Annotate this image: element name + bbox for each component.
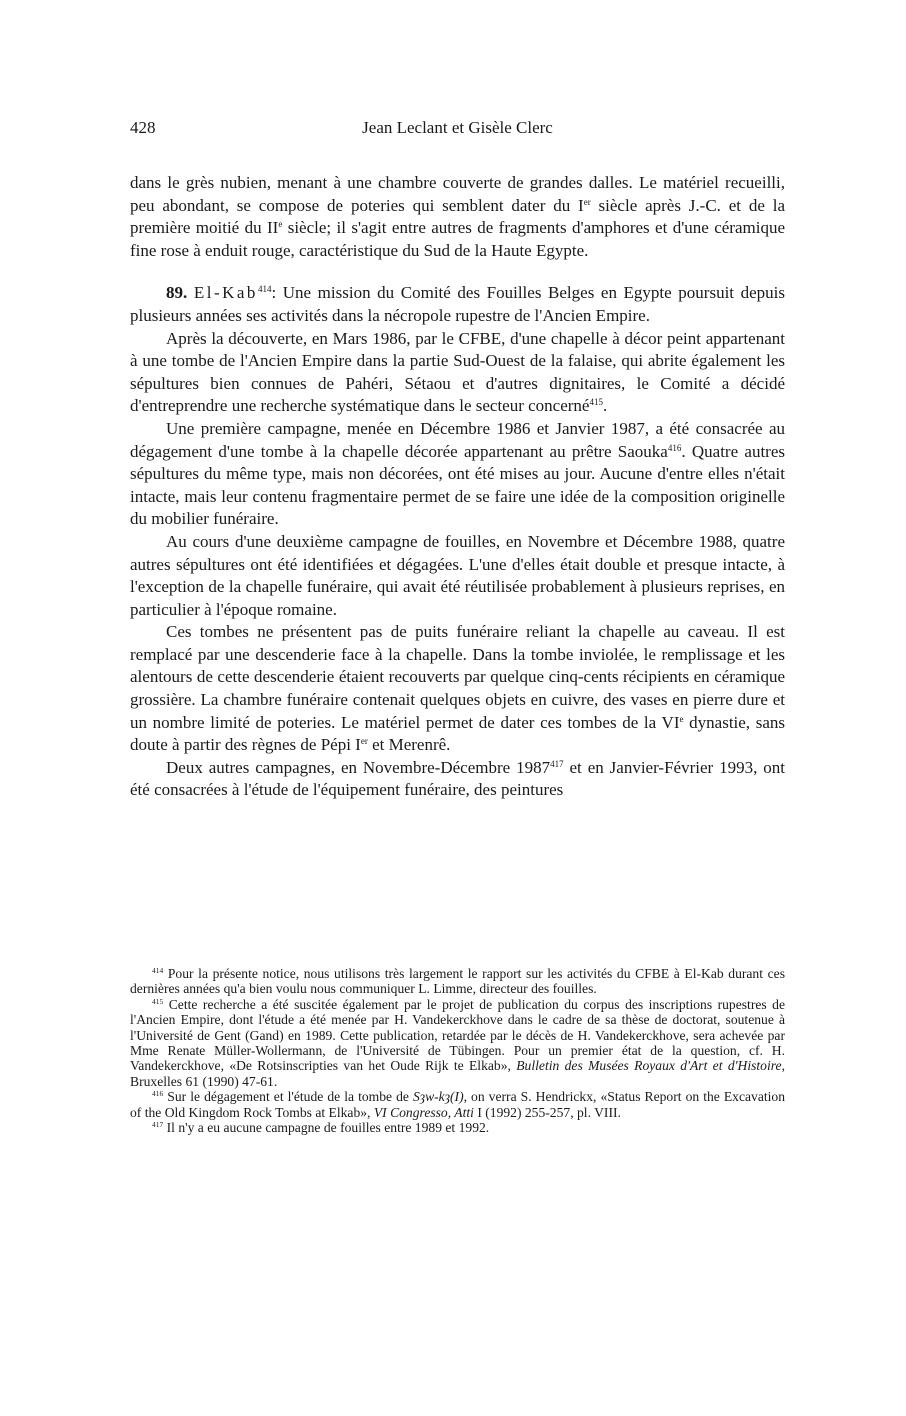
- footnote-416: [130, 1089, 785, 1120]
- paragraph-deuxieme-campagne: [130, 531, 785, 621]
- footnote-text: I (1992) 255-257, pl. VIII.: [473, 1104, 621, 1120]
- text-run: . Quatre autres sépultures du même type, mais non décorées, ont été mises au jour. Aucune d'entre elles n'était intacte, mais leur contenu fragmentaire permet de se faire une idée de la composition originelle du mobilier funéraire.: [130, 441, 785, 529]
- footnotes: [130, 966, 785, 1135]
- section-89-paragraph: [130, 282, 785, 327]
- footnote-text: Cette recherche a été suscitée également par le projet de publication du corpus des inscriptions rupestres de l'Ancien Empire, dont l'étude a été menée par H. Vandekerckhove dans le cadre de sa thèse de doctorat, soutenue à l'Université de Gent (Gand) en 1989. Cette publication, retardée par le décès de H. Vandekerckhove, sera achevée par Mme Renate Müller-Wollermann, de l'Université de Tübingen. Pour un premier état de la question, cf. H. Vandekerckhove, «De Rotsinscripties van het Oude Rijk te Elkab»,: [130, 996, 785, 1074]
- text-run: Deux autres campagnes, en Novembre-Décembre 1987: [166, 757, 551, 777]
- footnote-number: 416: [152, 1089, 164, 1099]
- running-header: [130, 118, 785, 146]
- footnote-number: 415: [152, 996, 164, 1006]
- text-run: Au cours d'une deuxième campagne de fouilles, en Novembre et Décembre 1988, quatre autres sépultures ont été identifiées et dégagées. L'une d'elles était double et presque intacte, à l'exception de la chapelle funéraire, qui avait été réutilisée probablement à plusieurs reprises, en particulier à l'époque romaine.: [130, 531, 785, 619]
- footnote-415: [130, 997, 785, 1089]
- superscript: e: [278, 219, 283, 230]
- footnote-congress-title: VI Congresso, Atti: [373, 1104, 474, 1120]
- running-title: Jean Leclant et Gisèle Clerc: [362, 118, 553, 137]
- paragraph-tombes: [130, 621, 785, 757]
- footnote-ref-415: 415: [589, 397, 603, 408]
- body-text: [130, 172, 785, 802]
- text-run: dynastie, sans doute à partir des règnes de Pépi I: [130, 712, 785, 755]
- footnote-ref-417: 417: [550, 758, 564, 769]
- text-run: et en Janvier-Février 1993, ont été consacrées à l'étude de l'équipement funéraire, des peintures: [130, 757, 785, 800]
- page: [130, 118, 786, 1136]
- text-run: : Une mission du Comité des Fouilles Belges en Egypte poursuit depuis plusieurs années ses activités dans la nécropole rupestre de l'Ancien Empire.: [130, 283, 785, 325]
- text-run: .: [602, 396, 608, 416]
- footnote-ref-414: 414: [257, 284, 272, 295]
- paragraph-premiere-campagne: [130, 418, 785, 531]
- text-run: Ces tombes ne présentent pas de puits funéraire reliant la chapelle au caveau. Il est remplacé par une descenderie face à la chapelle. Dans la tombe inviolée, le remplissage et les alentours de cette descenderie étaient recouverts par quelque cinq-cents récipients en céramique grossière. La chambre funéraire contenait quelques objets en cuivre, des vases en pierre dure et un nombre limité de poteries. Le matériel permet de dater ces tombes de la VI: [130, 622, 785, 732]
- text-run: dans le grès nubien, menant à une chambre couverte de grandes dalles. Le matériel recueilli, peu abondant, se compose de poteries qui semblent dater du I: [130, 173, 785, 215]
- footnote-417: [130, 1120, 785, 1135]
- footnote-text: Pour la présente notice, nous utilisons très largement le rapport sur les activités du CFBE à El-Kab durant ces dernières années qu'a bien voulu nous communiquer L. Limme, directeur des fouilles.: [130, 966, 785, 997]
- superscript: er: [360, 736, 368, 747]
- paragraph-continued: [130, 172, 785, 262]
- footnote-text: Il n'y a eu aucune campagne de fouilles entre 1989 et 1992.: [163, 1120, 490, 1136]
- footnote-journal-title: Bulletin des Musées Royaux d'Art et d'Histoire: [516, 1058, 782, 1074]
- footnote-ref-416: 416: [667, 442, 682, 453]
- paragraph-decouverte: [130, 328, 785, 418]
- text-run: et Merenrê.: [367, 735, 451, 755]
- footnote-number: 417: [152, 1120, 164, 1130]
- section-place: El-Kab: [193, 283, 258, 303]
- superscript: er: [583, 196, 591, 207]
- paragraph-autres-campagnes: [130, 757, 785, 802]
- text-run: siècle après J.-C. et de la première moitié du II: [130, 195, 786, 238]
- footnote-text: , on verra S. Hendrickx, «Status Report on the Excavation of the Old Kingdom Rock Tombs at Elkab»,: [130, 1089, 786, 1120]
- footnote-number: 414: [152, 966, 164, 975]
- text-run: Une première campagne, menée en Décembre 1986 et Janvier 1987, a été consacrée au dégagement d'une tombe à la chapelle décorée appartenant au prêtre Saouka: [130, 418, 785, 461]
- section-number: 89.: [166, 283, 188, 303]
- text-run: siècle; il s'agit entre autres de fragments d'amphores et d'une céramique fine rose à enduit rouge, caractéristique du Sud de la Haute Egypte.: [130, 218, 785, 260]
- page-number: 428: [130, 118, 156, 137]
- text-run: Après la découverte, en Mars 1986, par le CFBE, d'une chapelle à décor peint appartenant à une tombe de l'Ancien Empire dans la partie Sud-Ouest de la falaise, qui abrite également les sépultures bien connues de Pahéri, Sétaou et d'autres dignitaires, le Comité a décidé d'entreprendre une recherche systématique dans le secteur concerné: [130, 328, 785, 416]
- footnote-414: [130, 966, 785, 997]
- superscript: e: [679, 713, 684, 724]
- footnote-text: Sur le dégagement et l'étude de la tombe de: [163, 1089, 413, 1105]
- footnote-tomb-name: Sȝw-kȝ(I): [412, 1089, 464, 1105]
- footnote-text: , Bruxelles 61 (1990) 47-61.: [130, 1058, 785, 1089]
